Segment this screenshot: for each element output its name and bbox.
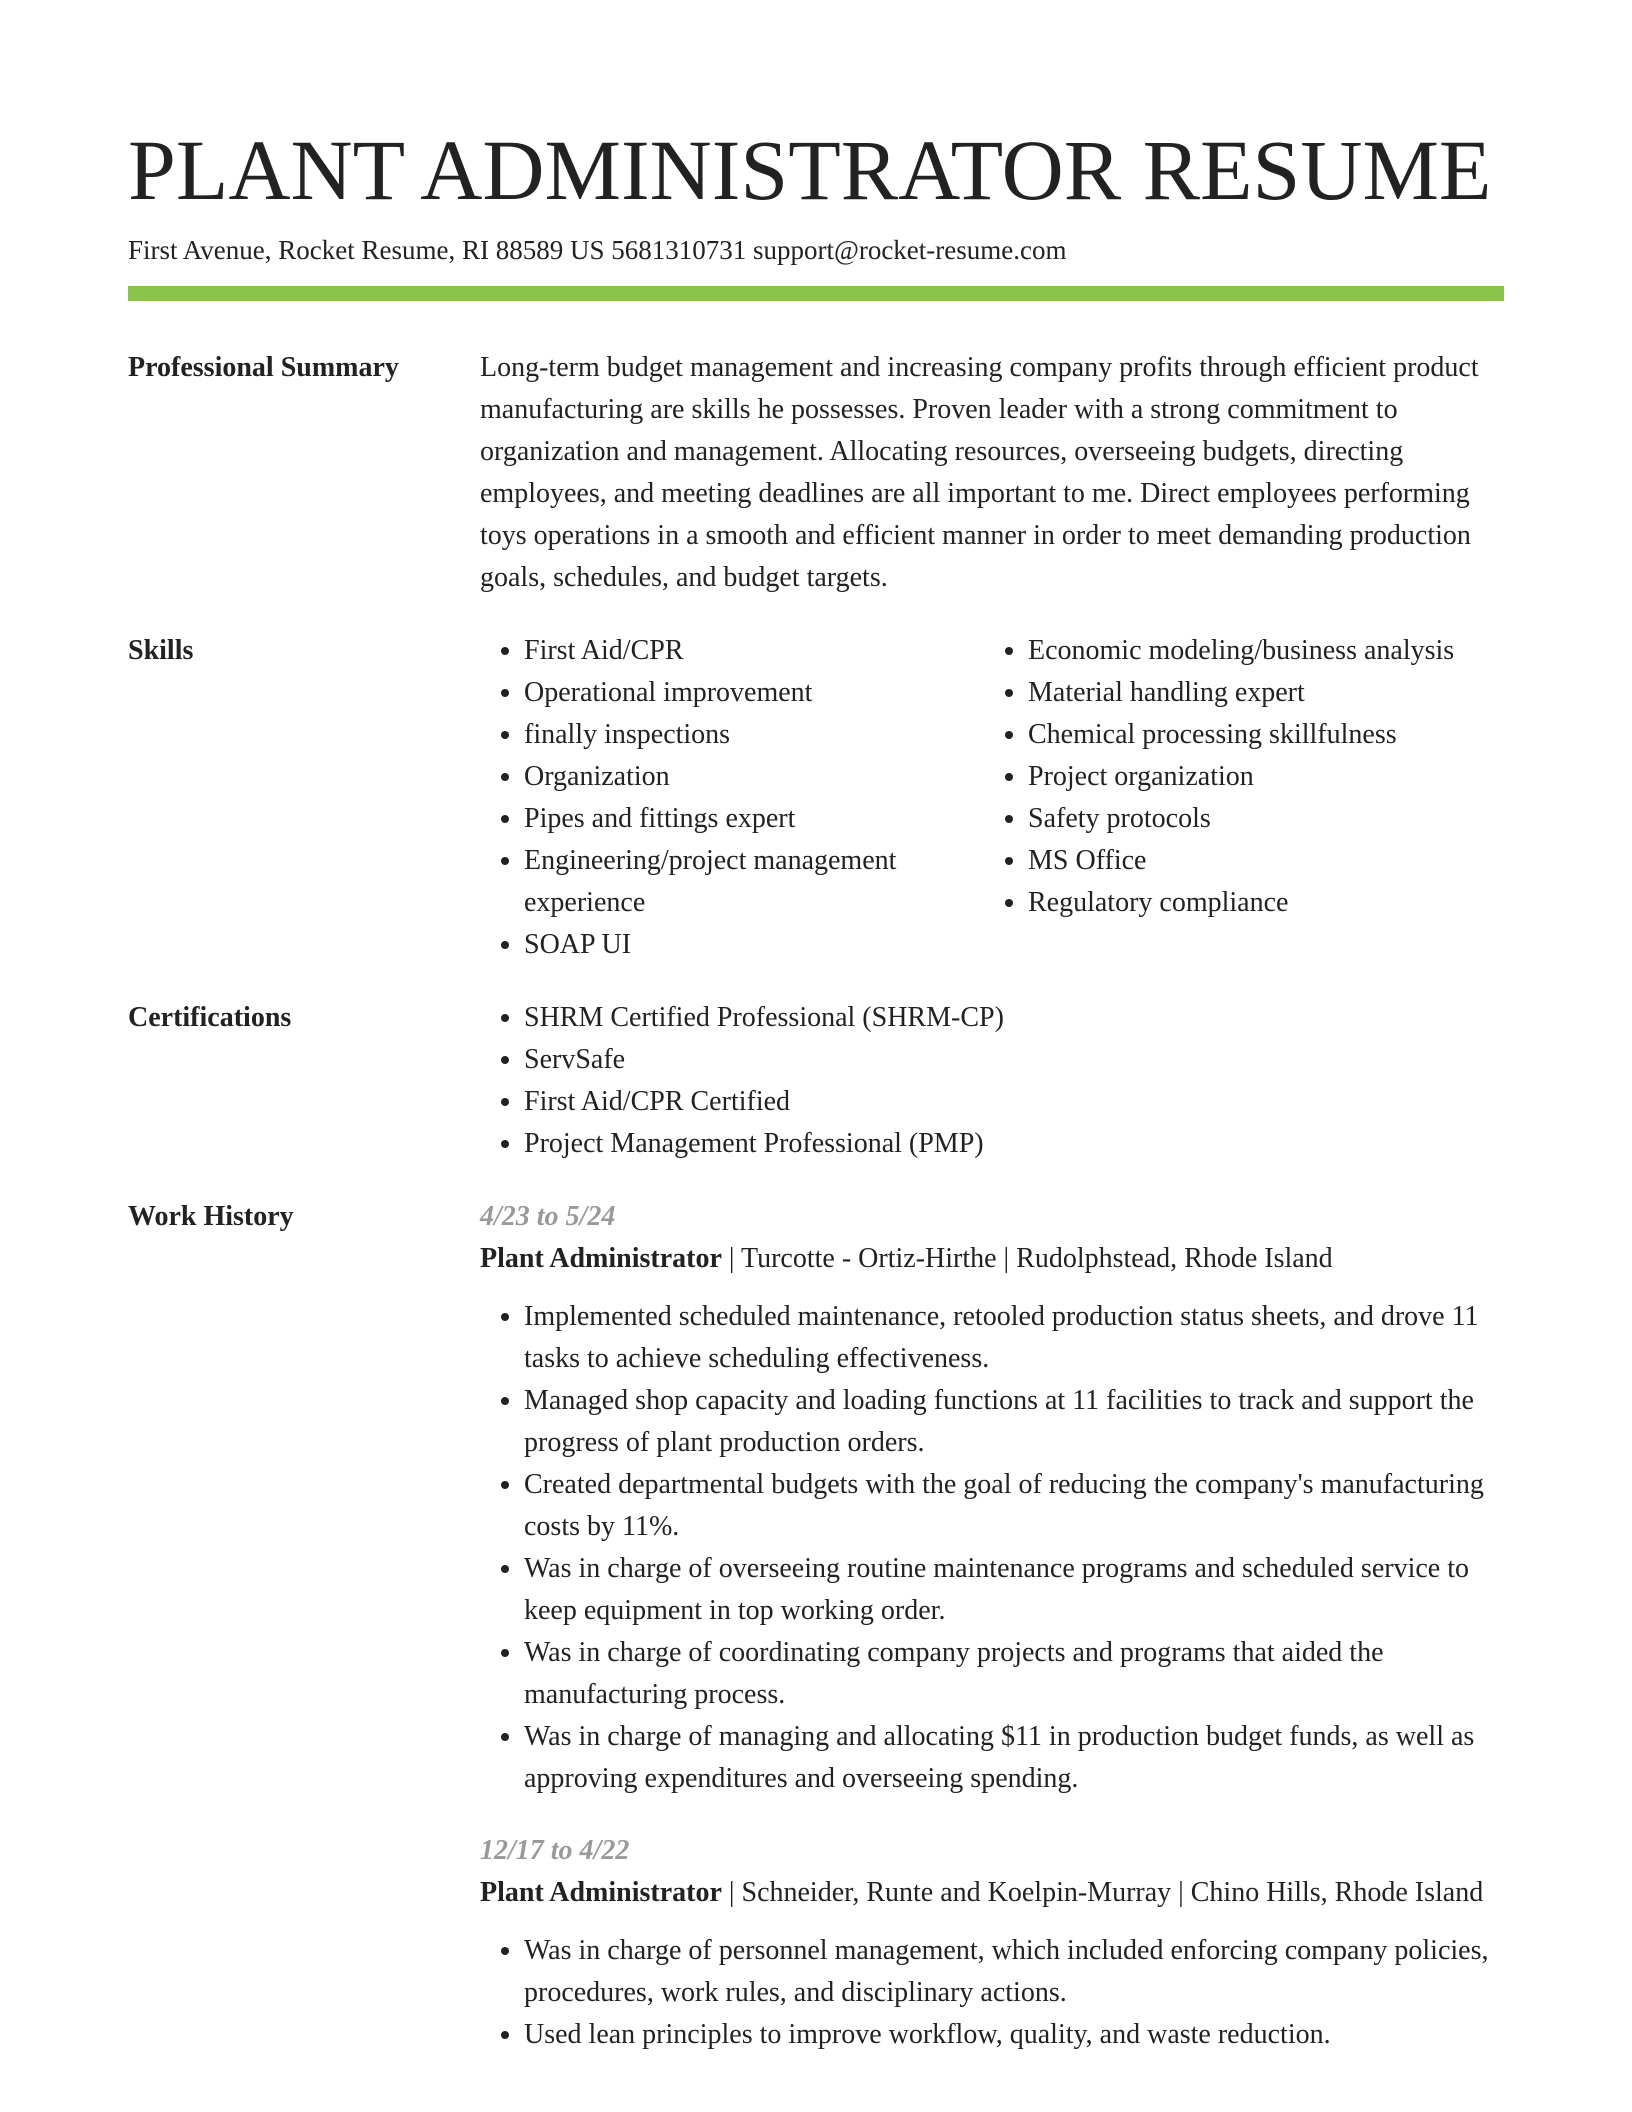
list-item: • Was in charge of overseeing routine maintenance programs and scheduled service to keep equipment in top working order. (524, 1548, 1504, 1632)
job-title: Plant Administrator (480, 1877, 722, 1908)
list-item: • ServSafe (524, 1039, 1504, 1081)
job-dates: 12/17 to 4/22 (480, 1835, 630, 1866)
list-item: • Project Management Professional (PMP) (524, 1123, 1504, 1165)
list-item: • Operational improvement (524, 672, 984, 714)
job-bullets (480, 1296, 1504, 1800)
summary-text: Long-term budget management and increasing company profits through efficient product manufacturing are skills he possesses. Proven leader with a strong commitment to organization and management. Allocating resources, overseeing budgets, directing employees, and meeting deadlines are all important to me. Direct employees performing toys operations in a smooth and efficient manner in order to meet demanding production goals, schedules, and budget targets. (480, 352, 1479, 593)
summary-body (480, 347, 1504, 599)
work-history-heading: Work History (128, 1201, 294, 1232)
list-item: • First Aid/CPR Certified (524, 1081, 1504, 1123)
resume-title: PLANT ADMINISTRATOR RESUME (128, 122, 1492, 218)
list-item: • First Aid/CPR (524, 630, 984, 672)
skills-list-left (480, 630, 984, 966)
job-header (480, 1238, 1504, 1280)
job-bullets (480, 1930, 1504, 2056)
list-item: • Material handling expert (1028, 672, 1488, 714)
skills-body (480, 630, 1504, 966)
contact-line: First Avenue, Rocket Resume, RI 88589 US 5681310731 support@rocket-resume.com (128, 235, 1067, 265)
list-item: • SOAP UI (524, 924, 984, 966)
work-history-body (480, 1196, 1504, 2056)
list-item: • Organization (524, 756, 984, 798)
list-item: • Created departmental budgets with the goal of reducing the company's manufacturing costs by 11%. (524, 1464, 1504, 1548)
list-item: • Used lean principles to improve workflow, quality, and waste reduction. (524, 2014, 1504, 2056)
list-item: • SHRM Certified Professional (SHRM-CP) (524, 997, 1504, 1039)
list-item: • Managed shop capacity and loading functions at 11 facilities to track and support the progress of plant production orders. (524, 1380, 1504, 1464)
job-entry (480, 1830, 1504, 2056)
list-item: • Pipes and fittings expert (524, 798, 984, 840)
list-item: • MS Office (1028, 840, 1488, 882)
list-item: • Chemical processing skillfulness (1028, 714, 1488, 756)
list-item: • Safety protocols (1028, 798, 1488, 840)
job-header (480, 1872, 1504, 1914)
list-item: • Project organization (1028, 756, 1488, 798)
job-details: | Schneider, Runte and Koelpin-Murray | Chino Hills, Rhode Island (721, 1877, 1484, 1908)
list-item: • finally inspections (524, 714, 984, 756)
skills-heading: Skills (128, 635, 194, 666)
certifications-body (480, 997, 1504, 1165)
list-item: • Economic modeling/business analysis (1028, 630, 1488, 672)
certifications-heading: Certifications (128, 1002, 292, 1033)
job-title: Plant Administrator (480, 1243, 722, 1274)
list-item: • Was in charge of managing and allocating $11 in production budget funds, as well as approving expenditures and overseeing spending. (524, 1716, 1504, 1800)
job-entry (480, 1196, 1504, 1800)
skills-list-right (984, 630, 1488, 966)
summary-heading: Professional Summary (128, 352, 399, 383)
certifications-list (480, 997, 1504, 1165)
list-item: • Was in charge of coordinating company projects and programs that aided the manufacturing process. (524, 1632, 1504, 1716)
job-dates: 4/23 to 5/24 (480, 1201, 616, 1232)
list-item: • Regulatory compliance (1028, 882, 1488, 924)
list-item: • Implemented scheduled maintenance, retooled production status sheets, and drove 11 tasks to achieve scheduling effectiveness. (524, 1296, 1504, 1380)
accent-divider (128, 286, 1504, 301)
list-item: • Engineering/project management experience (524, 840, 984, 924)
job-details: | Turcotte - Ortiz-Hirthe | Rudolphstead, Rhode Island (721, 1243, 1333, 1274)
list-item: • Was in charge of personnel management, which included enforcing company policies, procedures, work rules, and disciplinary actions. (524, 1930, 1504, 2014)
